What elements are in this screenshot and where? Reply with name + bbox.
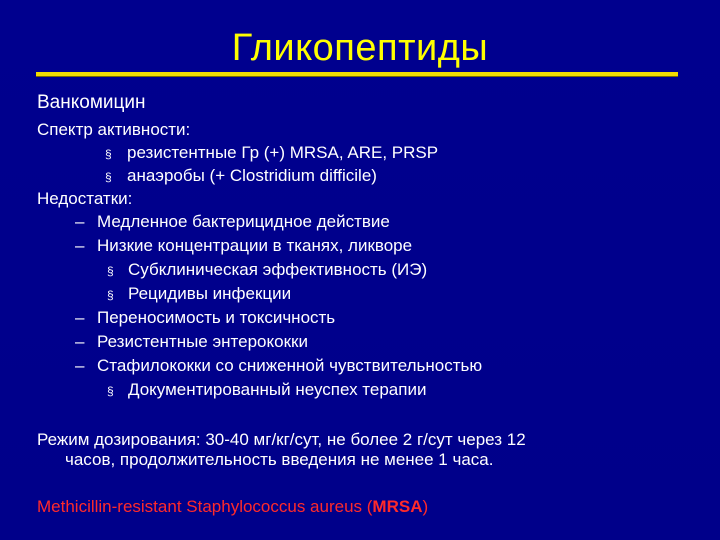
dash-icon: – (75, 356, 85, 375)
dosing-line-2: часов, продолжительность введения не менее 1 часа. (65, 450, 494, 469)
dash-icon: – (75, 236, 85, 255)
drawback-item: Низкие концентрации в тканях, ликворе (97, 236, 413, 255)
spectrum-item: анаэробы (+ Clostridium difficile) (127, 166, 377, 185)
title-underline (36, 72, 678, 76)
bullet-icon: § (105, 147, 112, 161)
drawback-subitem: Документированный неуспех терапии (128, 380, 427, 399)
drawback-item: Переносимость и токсичность (97, 308, 336, 327)
dash-icon: – (75, 332, 85, 351)
mrsa-abbreviation: MRSA (372, 497, 423, 516)
mrsa-footnote-close: ) (422, 497, 429, 516)
drug-name: Ванкомицин (37, 92, 146, 113)
spectrum-heading: Спектр активности: (37, 120, 191, 139)
drawback-item: Резистентные энтерококки (97, 332, 308, 351)
drawbacks-heading: Недостатки: (37, 189, 133, 208)
spectrum-item: резистентные Гр (+) MRSA, ARE, PRSP (127, 143, 439, 162)
drawback-subitem: Субклиническая эффективность (ИЭ) (128, 260, 428, 279)
drawback-item: Стафилококки со сниженной чувствительностью (97, 356, 483, 375)
bullet-icon: § (105, 170, 112, 184)
slide-title: Гликопептиды (231, 27, 489, 69)
bullet-icon: § (107, 288, 114, 302)
dosing-line-1: Режим дозирования: 30-40 мг/кг/сут, не более 2 г/сут через 12 (37, 430, 526, 449)
drawback-subitem: Рецидивы инфекции (128, 284, 292, 303)
mrsa-footnote-text: Methicillin-resistant Staphylococcus aureus ( (37, 497, 373, 516)
dash-icon: – (75, 308, 85, 327)
dash-icon: – (75, 212, 85, 231)
drawback-item: Медленное бактерицидное действие (97, 212, 390, 231)
mrsa-footnote (37, 496, 428, 518)
bullet-icon: § (107, 264, 114, 278)
bullet-icon: § (107, 384, 114, 398)
